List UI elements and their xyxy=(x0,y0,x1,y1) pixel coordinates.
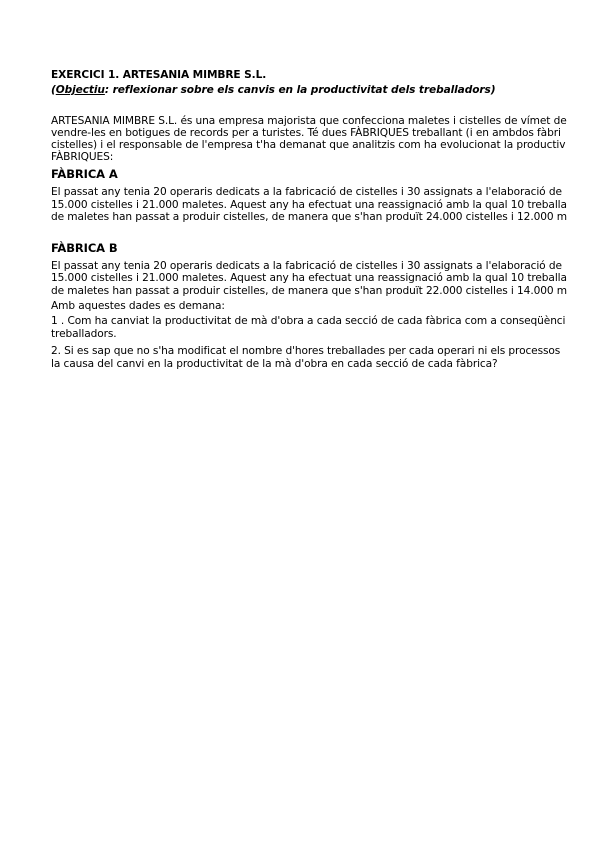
intro-line-2: vendre-les en botigues de records per a turistes. Té dues FÀBRIQUES treballant (i en ambdos fàbri xyxy=(51,127,561,139)
intro-line-1: ARTESANIA MIMBRE S.L. és una empresa majorista que confecciona maletes i cistelles de vímet de xyxy=(51,115,567,127)
fabrica-a-line-3: de maletes han passat a produir cistelles, de manera que s'han produït 24.000 cistelles i 12.000 m xyxy=(51,211,567,223)
question-2-line-1: 2. Si es sap que no s'ha modificat el nombre d'hores treballades per cada operari ni els processos xyxy=(51,345,561,357)
question-1-line-2: treballadors. xyxy=(51,328,117,340)
fabrica-a-heading: FÀBRICA A xyxy=(51,167,118,181)
objective-line xyxy=(51,84,495,97)
fabrica-b-heading: FÀBRICA B xyxy=(51,241,118,255)
fabrica-b-line-3: de maletes han passat a produir cistelles, de manera que s'han produït 22.000 cistelles i 14.000 m xyxy=(51,285,567,297)
question-1-line-1: 1 . Com ha canviat la productivitat de mà d'obra a cada secció de cada fàbrica com a conseqüènci xyxy=(51,315,566,327)
question-2-line-2: la causa del canvi en la productivitat de la mà d'obra en cada secció de cada fàbrica? xyxy=(51,358,498,370)
fabrica-b-line-2: 15.000 cistelles i 21.000 maletes. Aquest any ha efectuat una reassignació amb la qual 10 treballa xyxy=(51,272,567,284)
intro-line-4: FÀBRIQUES: xyxy=(51,151,114,163)
objective-label: Objectiu xyxy=(55,84,105,96)
fabrica-b-line-1: El passat any tenia 20 operaris dedicats a la fabricació de cistelles i 30 assignats a l'elaboració de xyxy=(51,260,562,272)
fabrica-a-line-1: El passat any tenia 20 operaris dedicats a la fabricació de cistelles i 30 assignats a l'elaboració de xyxy=(51,186,562,198)
intro-line-3: cistelles) i el responsable de l'empresa t'ha demanat que analitzis com ha evolucionat la productiv xyxy=(51,139,566,151)
fabrica-a-line-2: 15.000 cistelles i 21.000 maletes. Aquest any ha efectuat una reassignació amb la qual 10 treballa xyxy=(51,199,567,211)
objective-text: : reflexionar sobre els canvis en la productivitat dels treballadors) xyxy=(104,84,496,96)
objective-open-paren: ( xyxy=(51,84,56,96)
document-title: EXERCICI 1. ARTESANIA MIMBRE S.L. xyxy=(51,69,267,81)
questions-intro: Amb aquestes dades es demana: xyxy=(51,300,225,312)
